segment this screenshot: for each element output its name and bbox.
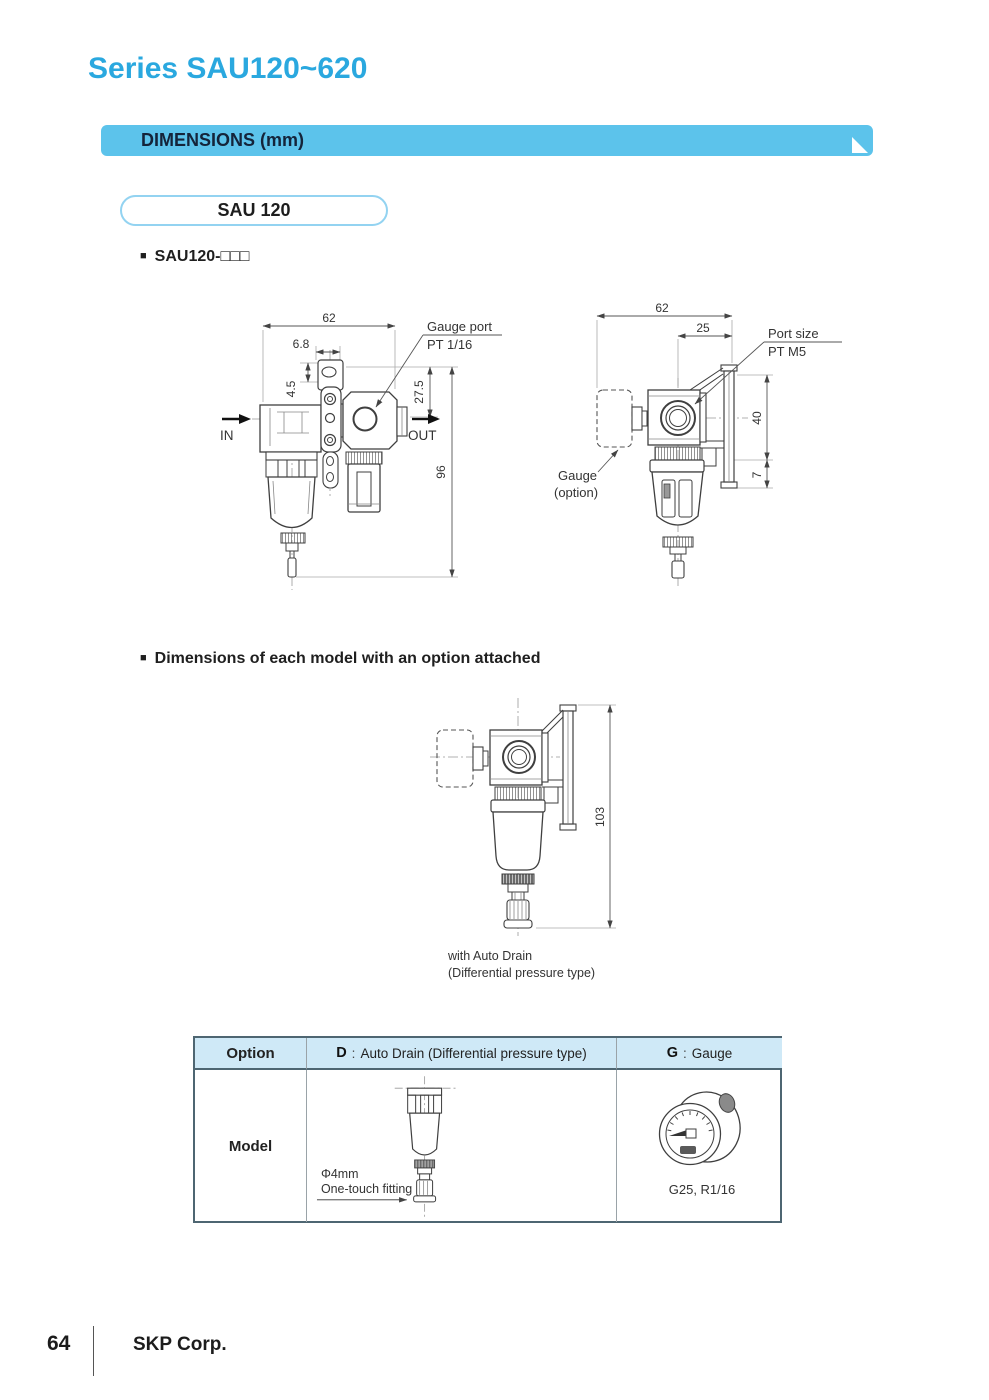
bullet-square-icon: ■ xyxy=(140,250,147,262)
model-row-label: Model xyxy=(228,1137,273,1155)
table-header-option xyxy=(195,1038,307,1070)
sv-dim-flange-height-label: 40 xyxy=(750,411,764,425)
option-section-heading xyxy=(140,650,540,668)
ov-caption-1: with Auto Drain xyxy=(448,949,533,963)
option-g-description: Gauge xyxy=(691,1045,733,1061)
option-section-text: Dimensions of each model with an option attached xyxy=(154,650,541,667)
page-footer xyxy=(0,1326,400,1378)
fv-gauge-port-label-1: Gauge port xyxy=(427,319,493,334)
gauge-option-drawing xyxy=(617,1070,782,1222)
fv-dim-total-height-label: 96 xyxy=(434,465,448,479)
sv-dim-flange-foot-label: 7 xyxy=(750,471,764,479)
option-separator: : xyxy=(351,1045,356,1061)
fv-in-label: IN xyxy=(220,428,234,443)
table-header-option-label: Option xyxy=(226,1044,275,1062)
fv-out-label: OUT xyxy=(408,428,437,443)
ov-caption-2: (Differential pressure type) xyxy=(448,966,596,980)
page-number: 64 xyxy=(47,1332,71,1355)
sv-port-size-label-2: PT M5 xyxy=(768,344,807,359)
gauge-illustration xyxy=(660,1086,747,1168)
table-cell-gauge xyxy=(617,1070,782,1222)
ov-dim-total-height-label: 103 xyxy=(593,806,607,828)
options-table xyxy=(193,1036,782,1223)
model-badge: SAU 120 xyxy=(120,195,388,226)
table-header-auto-drain xyxy=(307,1038,617,1070)
fv-dim-hole-offset-label: 4.5 xyxy=(284,380,298,398)
dc-fitting-note-1: Φ4mm xyxy=(320,1166,359,1181)
fv-dim-bracket-offset-label: 6.8 xyxy=(292,337,310,351)
option-view-drawing xyxy=(400,690,650,990)
fv-dim-port-center-label: 27.5 xyxy=(412,380,426,404)
sv-port-size-label-1: Port size xyxy=(768,326,819,341)
sv-body xyxy=(597,365,737,578)
option-code-g: G xyxy=(666,1045,678,1061)
option-separator: : xyxy=(682,1045,687,1061)
table-row-model-label xyxy=(195,1070,307,1222)
dc-bowl xyxy=(408,1088,442,1202)
sv-dim-port-offset-label: 25 xyxy=(696,321,710,335)
table-header-gauge xyxy=(617,1038,782,1070)
sv-gauge-label-2: (option) xyxy=(554,485,599,500)
corner-fold-icon xyxy=(852,137,868,153)
model-code-heading xyxy=(140,248,249,266)
page-title: Series SAU120~620 xyxy=(88,52,368,85)
auto-drain-option-drawing xyxy=(307,1070,616,1222)
fv-dim-width-label: 62 xyxy=(322,311,336,325)
front-view-drawing xyxy=(200,300,530,600)
ov-body xyxy=(437,705,576,928)
dimensions-section-header xyxy=(101,125,873,156)
side-view-drawing xyxy=(540,290,870,600)
gauge-spec-label: G25, R1/16 xyxy=(668,1182,736,1197)
model-code-text: SAU120-□□□ xyxy=(154,248,250,265)
company-name: SKP Corp. xyxy=(133,1334,227,1355)
option-d-description: Auto Drain (Differential pressure type) xyxy=(360,1045,587,1061)
sv-dim-width-label: 62 xyxy=(655,301,669,315)
fv-gauge-port-label-2: PT 1/16 xyxy=(427,337,473,352)
option-code-d: D xyxy=(336,1045,347,1061)
sv-gauge-label-1: Gauge xyxy=(558,468,598,483)
dimensions-section-title: DIMENSIONS (mm) xyxy=(141,130,305,150)
footer-divider xyxy=(93,1326,94,1376)
bullet-square-icon: ■ xyxy=(140,652,147,664)
table-cell-auto-drain xyxy=(307,1070,617,1222)
sv-dimension-lines xyxy=(597,316,842,488)
dc-fitting-note-2: One-touch fitting xyxy=(320,1181,413,1196)
